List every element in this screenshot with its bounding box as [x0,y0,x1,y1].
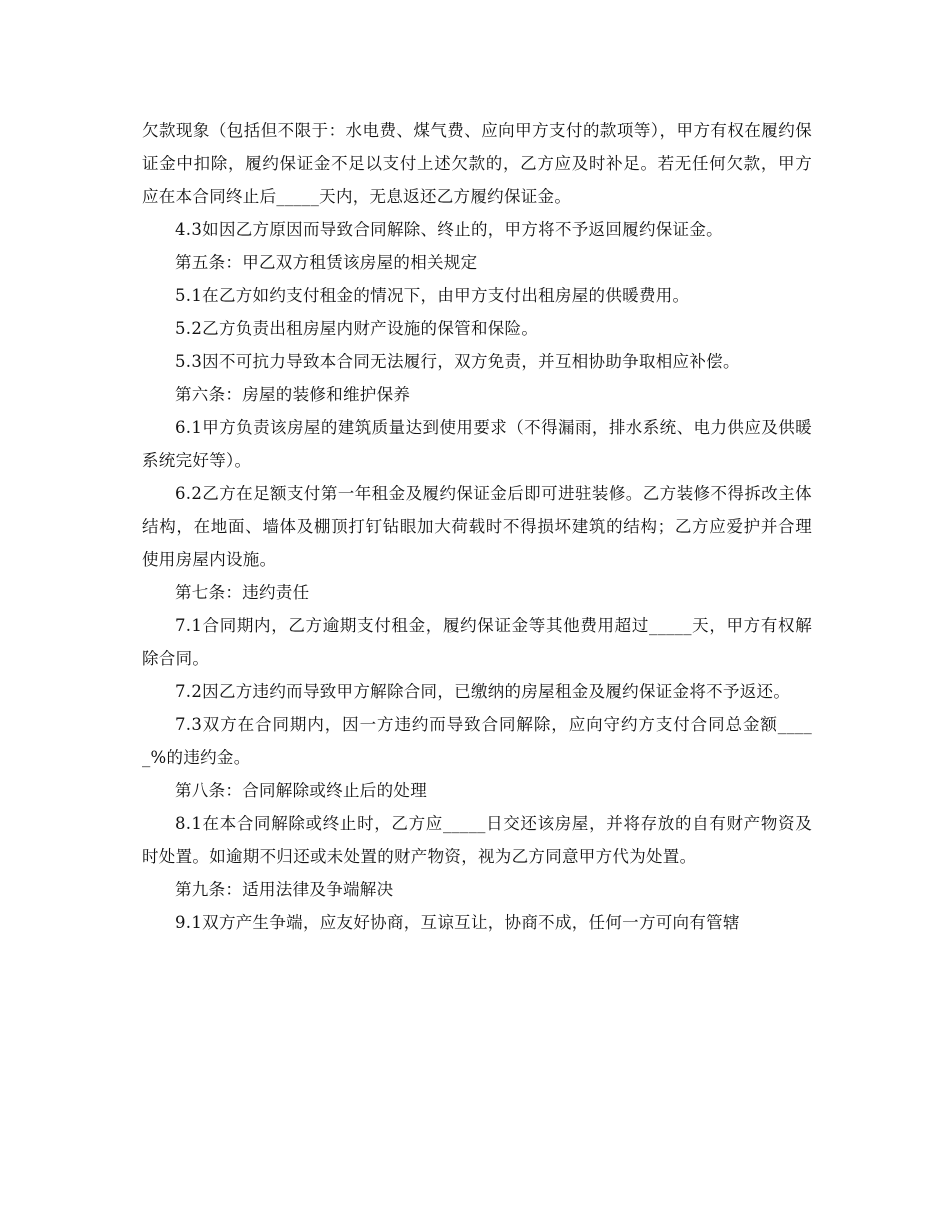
document-body [142,114,812,939]
article-8-heading: 第八条：合同解除或终止后的处理 [175,781,427,800]
clause-4-3: 4.3如因乙方原因而导致合同解除、终止的，甲方将不予返回履约保证金。 [175,220,723,239]
clause-5-3: 5.3因不可抗力导致本合同无法履行，双方免责，并互相协助争取相应补偿。 [175,352,740,371]
clause-9-1: 9.1双方产生争端，应友好协商，互谅互让，协商不成，任何一方可向有管辖 [175,913,740,932]
clause-6-2: 6.2乙方在足额支付第一年租金及履约保证金后即可进驻装修。乙方装修不得拆改主体结构，在地面、墙体及棚顶打钉钻眼加大荷载时不得损坏建筑的结构；乙方应爱护并合理使用房屋内设施。 [142,484,812,569]
clause-5-1: 5.1在乙方如约支付租金的情况下，由甲方支付出租房屋的供暖费用。 [175,286,690,305]
article-9-heading: 第九条：适用法律及争端解决 [175,880,394,899]
paragraph-deposit-deduction: 欠款现象（包括但不限于：水电费、煤气费、应向甲方支付的款项等），甲方有权在履约保证金中扣除，履约保证金不足以支付上述欠款的，乙方应及时补足。若无任何欠款，甲方应在本合同终止后_____天内，无息返还乙方履约保证金。 [142,121,812,206]
clause-7-2: 7.2因乙方违约而导致甲方解除合同，已缴纳的房屋租金及履约保证金将不予返还。 [175,682,791,701]
clause-7-3: 7.3双方在合同期内，因一方违约而导致合同解除，应向守约方支付合同总金额_____%的违约金。 [142,715,812,767]
clause-8-1: 8.1在本合同解除或终止时，乙方应_____日交还该房屋，并将存放的自有财产物资及时处置。如逾期不归还或未处置的财产物资，视为乙方同意甲方代为处置。 [142,814,812,866]
article-7-heading: 第七条：违约责任 [175,583,310,602]
clause-6-1: 6.1甲方负责该房屋的建筑质量达到使用要求（不得漏雨，排水系统、电力供应及供暖系统完好等）。 [142,418,812,470]
article-6-heading: 第六条：房屋的装修和维护保养 [175,385,411,404]
article-5-heading: 第五条：甲乙双方租赁该房屋的相关规定 [175,253,478,272]
clause-7-1: 7.1合同期内，乙方逾期支付租金，履约保证金等其他费用超过_____天，甲方有权解除合同。 [142,616,812,668]
clause-5-2: 5.2乙方负责出租房屋内财产设施的保管和保险。 [175,319,539,338]
